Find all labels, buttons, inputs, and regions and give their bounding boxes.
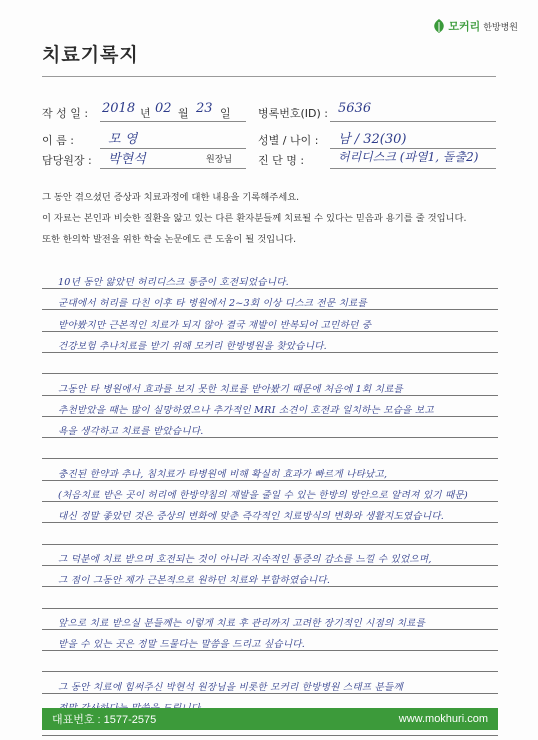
intro-text — [42, 187, 466, 250]
writing-line — [42, 331, 498, 332]
logo-sub: 한방병원 — [483, 22, 518, 33]
handwritten-line: 그 동안 치료에 힘써주신 박현석 원장님을 비롯한 모커리 한방병원 스태프 분들께 — [58, 681, 403, 693]
writing-line — [42, 352, 498, 353]
handwritten-line: 그동안 타 병원에서 효과를 보지 못한 치료를 받아봤기 때문에 처음에 1회 치료를 — [58, 383, 404, 395]
handwritten-line: 그 점이 그동안 제가 근본적으로 원하던 치료와 부합하였습니다. — [58, 575, 331, 587]
intro-line: 이 자료는 본인과 비슷한 질환을 앓고 있는 다른 환자분들께 치료될 수 있다는 믿음과 용기를 줄 것입니다. — [42, 213, 467, 224]
diagnosis-value: 허리디스크 (파열1, 돌출2) — [338, 150, 479, 164]
date-month: 02 — [155, 101, 172, 116]
writing-line — [42, 544, 498, 545]
name-value: 모 영 — [108, 132, 138, 147]
gender-label: 성별 / 나이 : — [258, 134, 319, 147]
writing-line — [42, 288, 498, 289]
record-value: 5636 — [338, 101, 372, 116]
writing-line — [42, 608, 498, 609]
writing-line — [42, 437, 498, 438]
handwritten-line: 욕을 생각하고 치료를 받았습니다. — [58, 426, 204, 438]
writing-line — [42, 522, 498, 523]
writing-line — [42, 309, 498, 310]
doctor-line — [100, 168, 246, 169]
handwritten-line: 군대에서 허리를 다친 이후 타 병원에서 2~3회 이상 디스크 전문 치료를 — [58, 298, 367, 310]
writing-line — [42, 501, 498, 502]
doctor-label: 담당원장 : — [42, 154, 92, 167]
date-year-unit: 년 — [140, 107, 151, 120]
footer-phone: 대표번호 : 1577-2575 — [52, 714, 157, 726]
handwritten-line: 추천받았을 때는 많이 실망하였으나 추가적인 MRI 소견이 호전과 일치하는 모습을 보고 — [58, 404, 434, 416]
writing-line — [42, 650, 498, 651]
leaf-icon — [433, 19, 445, 33]
gender-value: 남 / 32(30) — [338, 132, 407, 147]
date-label: 작 성 일 : — [42, 107, 89, 120]
footer-bar — [42, 708, 498, 730]
handwritten-line: 받아봤지만 근본적인 치료가 되지 않아 결국 재발이 반복되어 고민하던 중 — [58, 319, 372, 331]
title-divider — [42, 76, 496, 77]
writing-line — [42, 565, 498, 566]
record-line — [330, 121, 496, 122]
writing-line — [42, 693, 498, 694]
writing-line — [42, 480, 498, 481]
handwritten-line: 그 덕분에 치료 받으며 호전되는 것이 아니라 지속적인 통증의 감소를 느낄 수 있었으며, — [58, 553, 432, 565]
writing-line — [42, 373, 498, 374]
writing-line — [42, 629, 498, 630]
handwritten-line: 받을 수 있는 곳은 정말 드물다는 말씀을 드리고 싶습니다. — [58, 639, 305, 651]
writing-line — [42, 395, 498, 396]
writing-line — [42, 671, 498, 672]
record-label: 병록번호(ID) : — [258, 107, 329, 120]
diagnosis-line — [330, 168, 496, 169]
handwritten-line: 앞으로 치료 받으실 분들께는 이렇게 치료 후 관리까지 고려한 장기적인 시점의 치료를 — [58, 617, 426, 629]
writing-line — [42, 735, 498, 736]
handwritten-line: 건강보험 추나치료를 받기 위해 모커리 한방병원을 찾았습니다. — [58, 340, 327, 352]
handwritten-line: 충진된 한약과 추나, 침치료가 타병원에 비해 확실히 효과가 빠르게 나타났고, — [58, 468, 388, 480]
date-month-unit: 월 — [178, 107, 189, 120]
handwritten-line: (처음치료 받은 곳이 허리에 한방약침의 재발을 줄일 수 있는 한방의 방안으로 알려져 있기 때문) — [58, 490, 468, 501]
date-day-unit: 일 — [220, 107, 231, 120]
doctor-suffix: 원장님 — [206, 155, 233, 165]
logo-brand: 모커리 — [448, 20, 481, 33]
intro-line: 또한 한의학 발전을 위한 학술 논문에도 큰 도움이 될 것입니다. — [42, 234, 297, 245]
doctor-value: 박현석 — [108, 152, 146, 167]
name-label: 이 름 : — [42, 134, 74, 147]
footer-website: www.mokhuri.com — [398, 713, 488, 725]
date-line — [100, 121, 246, 122]
hospital-logo — [433, 18, 518, 34]
intro-line: 그 동안 겪으셨던 증상과 치료과정에 대한 내용을 기록해주세요. — [42, 192, 300, 203]
page-title: 치료기록지 — [42, 44, 139, 66]
diagnosis-label: 진 단 명 : — [258, 154, 305, 167]
writing-line — [42, 586, 498, 587]
handwritten-line: 10년 동안 앓았던 허리디스크 통증이 호전되었습니다. — [58, 277, 289, 288]
writing-line — [42, 416, 498, 417]
date-day: 23 — [196, 101, 213, 116]
writing-line — [42, 458, 498, 459]
handwritten-line: 대신 정말 좋았던 것은 증상의 변화에 맞춘 즉각적인 치료방식의 변화와 생활지도였습니다. — [58, 511, 445, 523]
date-year: 2018 — [102, 101, 136, 116]
